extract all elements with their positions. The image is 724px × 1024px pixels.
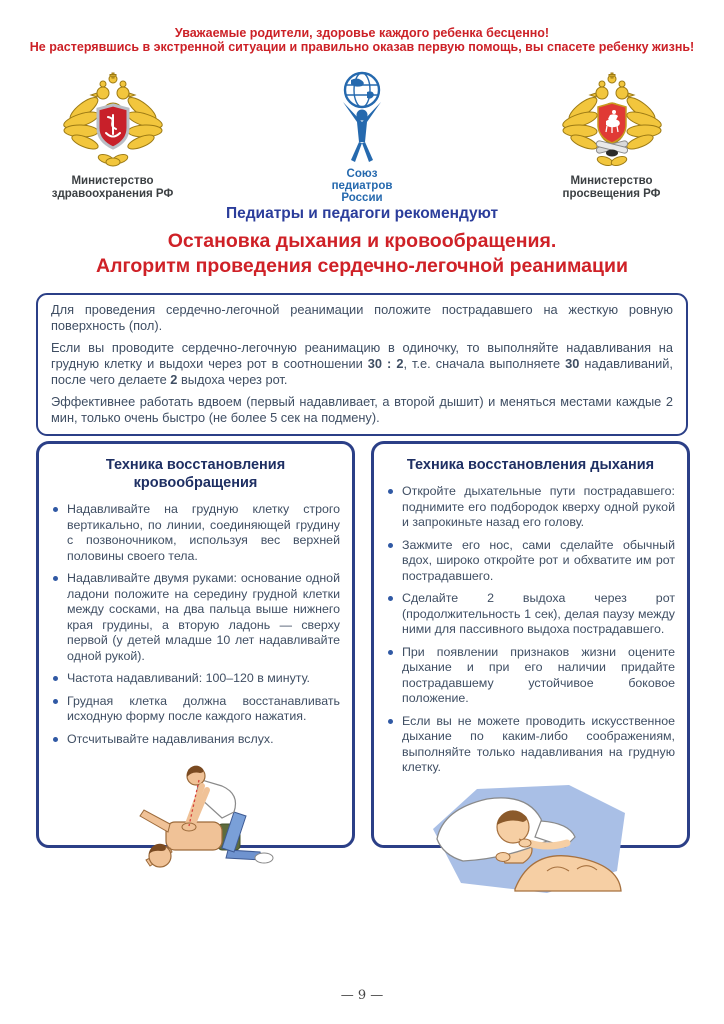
list-item: Грудная клетка должна восстанавливать исходную форму после каждого нажатия. — [51, 694, 340, 725]
bullet-icon — [53, 576, 58, 581]
rescue-breath-illustration — [419, 783, 643, 895]
bullet-icon — [388, 596, 393, 601]
bullet-icon — [53, 507, 58, 512]
page-title — [0, 229, 724, 279]
list-item: Если вы не можете проводить искусственное дыхание по каким-либо соображениям, выполняйте только надавливания на грудную клетку. — [386, 714, 675, 776]
health-ministry-block — [0, 70, 225, 210]
bullet-icon — [388, 543, 393, 548]
education-ministry-emblem — [562, 70, 662, 172]
intro-box — [36, 293, 688, 436]
chest-compression-illustration — [110, 754, 282, 872]
bullet-icon — [53, 699, 58, 704]
circulation-bullet-list — [51, 502, 340, 747]
subheading: Педиатры и педагоги рекомендуют — [225, 205, 499, 222]
list-item: Зажмите его нос, сами сделайте обычный вдох, широко откройте рот и обхватите им рот пострадавшего. — [386, 538, 675, 585]
health-ministry-emblem — [63, 70, 163, 172]
health-ministry-label-line1: Министерство — [71, 175, 154, 187]
page-number: — 9 — — [340, 988, 384, 1003]
list-item: Отсчитывайте надавливания вслух. — [51, 732, 340, 748]
bullet-icon — [388, 719, 393, 724]
breathing-box-title: Техника восстановления дыхания — [406, 457, 655, 473]
circulation-technique-box — [36, 441, 355, 848]
list-item: Надавливайте двумя руками: основание одной ладони положите на середину грудной клетки между сосками, на два пальца выше нижнего края грудины, а вторую ладонь — сверху первой (у детей младше 10 лет надавливайте одной рукой). — [51, 571, 340, 664]
pediatric-union-label-line1: Союз — [346, 168, 378, 180]
page-title-line1: Остановка дыхания и кровообращения. — [167, 230, 557, 252]
pediatric-union-label-line2: педиатров — [331, 180, 393, 192]
breathing-technique-box — [371, 441, 690, 848]
bullet-icon — [388, 489, 393, 494]
logos-row — [0, 70, 724, 210]
pediatric-union-label-line3: России — [341, 192, 383, 204]
pediatric-union-block — [262, 70, 462, 210]
intro-paragraph-1: Для проведения сердечно-легочной реанимации положите пострадавшего на жесткую ровную поверхность (пол). — [51, 302, 673, 333]
education-ministry-label-line1: Министерство — [570, 175, 653, 187]
page-title-line2: Алгоритм проведения сердечно-легочной реанимации — [96, 255, 628, 277]
intro-paragraph-2: Если вы проводите сердечно-легочную реанимацию в одиночку, то выполняйте надавливания на грудную клетку и выдохи через рот в соотношении 30 : 2, т.е. сначала выполняете 30 надавливаний, после чего делаете 2 выдоха через рот. — [51, 340, 673, 387]
bullet-icon — [53, 737, 58, 742]
list-item: Сделайте 2 выдоха через рот (продолжительность 1 сек), делая паузу между ними для пассивного выдоха пострадавшего. — [386, 591, 675, 638]
list-item: Надавливайте на грудную клетку строго вертикально, по линии, соединяющей грудину с позвоночником, используя вес верхней половины своего тела. — [51, 502, 340, 564]
top-slogan-line2: Не растерявшись в экстренной ситуации и правильно оказав первую помощь, вы спасете ребенку жизнь! — [29, 40, 695, 54]
list-item: Частота надавливаний: 100–120 в минуту. — [51, 671, 340, 687]
education-ministry-block — [499, 70, 724, 210]
top-slogan-line1: Уважаемые родители, здоровье каждого ребенка бесценно! — [174, 26, 550, 40]
breathing-bullet-list — [386, 484, 675, 776]
education-ministry-label-line2: просвещения РФ — [562, 188, 661, 200]
bullet-icon — [53, 676, 58, 681]
health-ministry-label-line2: здравоохранения РФ — [51, 188, 174, 200]
bullet-icon — [388, 650, 393, 655]
circulation-box-title: Техника восстановления кровообращения — [105, 457, 286, 491]
intro-paragraph-3: Эффективнее работать вдвоем (первый надавливает, а второй дышит) и меняться местами каждые 2 мин, только очень быстро (не более 5 сек на подмену). — [51, 394, 673, 425]
list-item: Откройте дыхательные пути пострадавшего: поднимите его подбородок кверху одной рукой и запрокиньте назад его голову. — [386, 484, 675, 531]
pediatric-union-logo — [331, 70, 393, 166]
list-item: При появлении признаков жизни оцените дыхание и при его наличии придайте пострадавшему устойчивое боковое положение. — [386, 645, 675, 707]
